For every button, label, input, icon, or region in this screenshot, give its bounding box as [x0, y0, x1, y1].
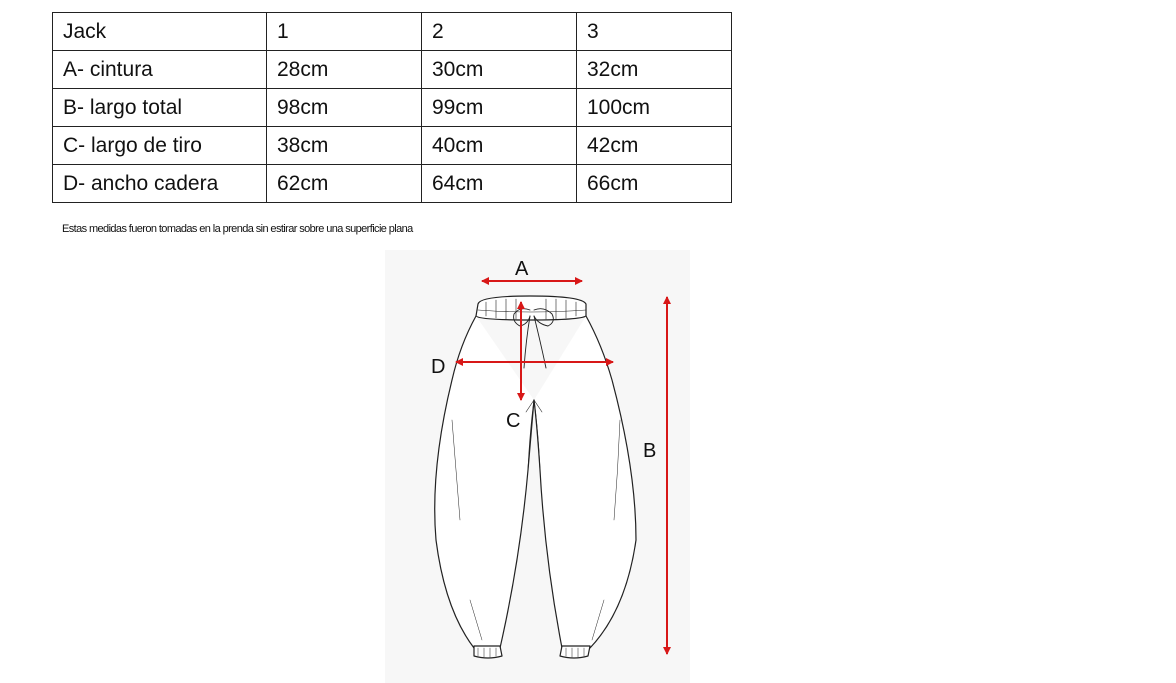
label-b: B: [643, 440, 657, 462]
table-cell: C- largo de tiro: [53, 127, 267, 165]
table-header-cell: 3: [577, 13, 732, 51]
label-c: C: [506, 410, 521, 432]
left-leg: [435, 316, 534, 648]
table-cell: 42cm: [577, 127, 732, 165]
table-header-cell: 1: [267, 13, 422, 51]
table-cell: B- largo total: [53, 89, 267, 127]
table-cell: 66cm: [577, 165, 732, 203]
waistband: [476, 296, 586, 320]
right-cuff: [560, 646, 590, 658]
table-cell: 64cm: [422, 165, 577, 203]
pants-outline: [435, 296, 636, 658]
table-cell: 28cm: [267, 51, 422, 89]
table-cell: 40cm: [422, 127, 577, 165]
table-cell: A- cintura: [53, 51, 267, 89]
table-cell: 62cm: [267, 165, 422, 203]
measurement-note: Estas medidas fueron tomadas en la prenda sin estirar sobre una superficie plana: [62, 223, 413, 235]
table-cell: 100cm: [577, 89, 732, 127]
table-cell: 32cm: [577, 51, 732, 89]
table-cell: 38cm: [267, 127, 422, 165]
table-cell: 30cm: [422, 51, 577, 89]
label-a: A: [515, 258, 529, 280]
table-cell: 98cm: [267, 89, 422, 127]
table-header-cell: Jack: [53, 13, 267, 51]
table-header-cell: 2: [422, 13, 577, 51]
table-cell: D- ancho cadera: [53, 165, 267, 203]
label-d: D: [431, 356, 446, 378]
table-cell: 99cm: [422, 89, 577, 127]
right-leg: [534, 316, 636, 648]
